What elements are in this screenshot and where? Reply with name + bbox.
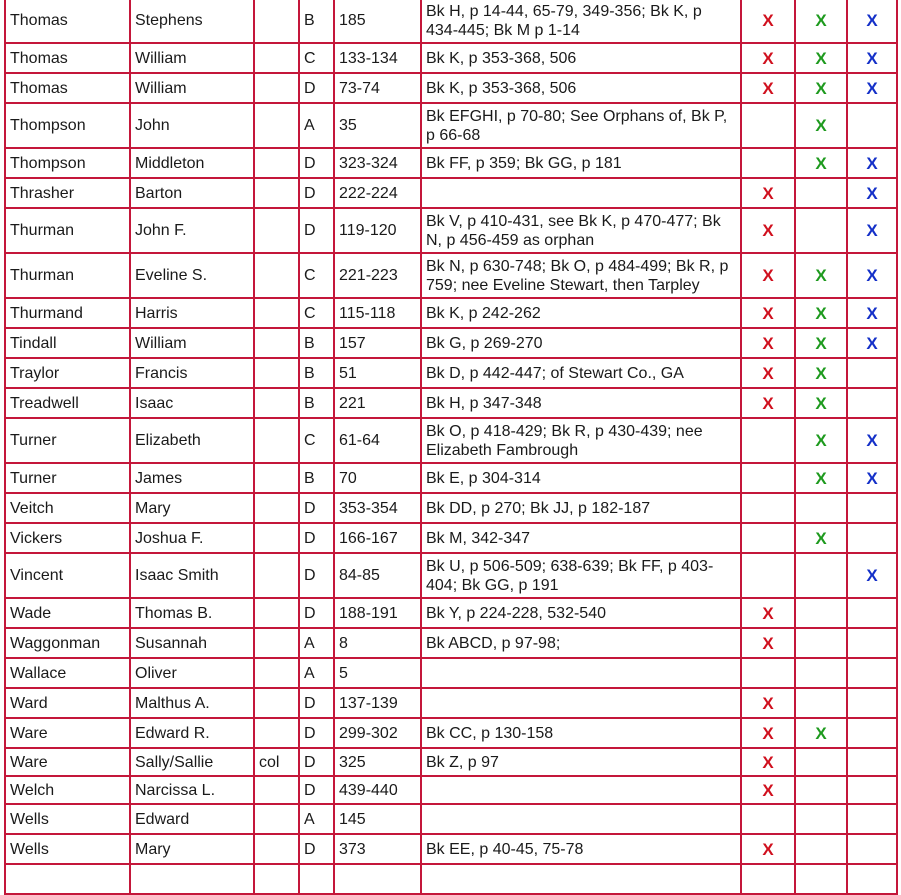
first-name-cell: John F. [130,208,254,253]
note-cell [254,776,299,804]
last-name-cell: Tindall [5,328,130,358]
category-cell: D [299,598,334,628]
first-name-cell: Barton [130,178,254,208]
last-name-cell: Turner [5,418,130,463]
mark-cell-2: X [795,148,847,178]
first-name-cell: Malthus A. [130,688,254,718]
note-cell [254,463,299,493]
category-cell: D [299,834,334,864]
mark-cell-1: X [741,388,795,418]
first-name-cell: Susannah [130,628,254,658]
last-name-cell: Wells [5,834,130,864]
note-cell [254,388,299,418]
mark-cell-3: X [847,463,897,493]
last-name-cell: Thrasher [5,178,130,208]
first-name-cell: Oliver [130,658,254,688]
category-cell: B [299,358,334,388]
mark-cell-1: X [741,688,795,718]
note-cell [254,493,299,523]
first-name-cell: Mary [130,493,254,523]
last-name-cell: Thomas [5,73,130,103]
mark-cell-1: X [741,178,795,208]
mark-cell-2: X [795,253,847,298]
first-name-cell: Isaac Smith [130,553,254,598]
mark-cell-3: X [847,418,897,463]
reference-cell: Bk K, p 242-262 [421,298,741,328]
mark-cell-1: X [741,776,795,804]
note-cell [254,0,299,43]
table-row [5,628,897,658]
table-row [5,523,897,553]
last-name-cell: Wallace [5,658,130,688]
category-cell: D [299,523,334,553]
records-table [4,0,898,895]
last-name-cell: Thompson [5,148,130,178]
last-name-cell: Ward [5,688,130,718]
reference-cell [421,864,741,894]
mark-cell-2 [795,804,847,834]
mark-cell-2: X [795,718,847,748]
mark-cell-2: X [795,388,847,418]
table-row [5,776,897,804]
category-cell: A [299,658,334,688]
mark-cell-3 [847,776,897,804]
category-cell: A [299,804,334,834]
table-row [5,598,897,628]
last-name-cell: Veitch [5,493,130,523]
table-row [5,0,897,43]
table-row [5,688,897,718]
category-cell: C [299,298,334,328]
note-cell [254,834,299,864]
mark-cell-2 [795,688,847,718]
category-cell: D [299,776,334,804]
mark-cell-2 [795,864,847,894]
pages-cell: 61-64 [334,418,421,463]
mark-cell-1 [741,553,795,598]
pages-cell: 373 [334,834,421,864]
last-name-cell: Traylor [5,358,130,388]
category-cell: C [299,418,334,463]
reference-cell: Bk G, p 269-270 [421,328,741,358]
mark-cell-2: X [795,0,847,43]
category-cell: C [299,43,334,73]
mark-cell-2: X [795,73,847,103]
mark-cell-2 [795,208,847,253]
mark-cell-3: X [847,178,897,208]
pages-cell: 8 [334,628,421,658]
note-cell [254,553,299,598]
table-row [5,208,897,253]
pages-cell: 51 [334,358,421,388]
pages-cell: 439-440 [334,776,421,804]
mark-cell-3 [847,658,897,688]
reference-cell: Bk N, p 630-748; Bk O, p 484-499; Bk R, p 759; nee Eveline Stewart, then Tarpley [421,253,741,298]
pages-cell [334,864,421,894]
table-row [5,103,897,148]
mark-cell-1 [741,148,795,178]
mark-cell-3: X [847,148,897,178]
table-row [5,463,897,493]
last-name-cell: Welch [5,776,130,804]
note-cell [254,208,299,253]
reference-cell: Bk Z, p 97 [421,748,741,776]
reference-cell: Bk D, p 442-447; of Stewart Co., GA [421,358,741,388]
mark-cell-1: X [741,328,795,358]
mark-cell-3 [847,804,897,834]
mark-cell-1: X [741,628,795,658]
table-row [5,718,897,748]
mark-cell-2 [795,493,847,523]
mark-cell-3 [847,358,897,388]
mark-cell-2: X [795,103,847,148]
reference-cell: Bk DD, p 270; Bk JJ, p 182-187 [421,493,741,523]
mark-cell-1 [741,804,795,834]
mark-cell-1: X [741,43,795,73]
mark-cell-3 [847,388,897,418]
reference-cell [421,658,741,688]
reference-cell: Bk EFGHI, p 70-80; See Orphans of, Bk P, p 66-68 [421,103,741,148]
first-name-cell: Narcissa L. [130,776,254,804]
table-row [5,178,897,208]
mark-cell-1: X [741,358,795,388]
category-cell: D [299,493,334,523]
note-cell [254,718,299,748]
mark-cell-2: X [795,358,847,388]
pages-cell: 70 [334,463,421,493]
mark-cell-2 [795,598,847,628]
note-cell [254,328,299,358]
mark-cell-1: X [741,0,795,43]
mark-cell-1: X [741,208,795,253]
reference-cell [421,804,741,834]
last-name-cell [5,864,130,894]
mark-cell-3 [847,628,897,658]
table-row [5,43,897,73]
pages-cell: 115-118 [334,298,421,328]
pages-cell: 222-224 [334,178,421,208]
pages-cell: 185 [334,0,421,43]
mark-cell-1: X [741,598,795,628]
category-cell: D [299,718,334,748]
first-name-cell: William [130,73,254,103]
reference-cell [421,776,741,804]
reference-cell: Bk CC, p 130-158 [421,718,741,748]
reference-cell: Bk FF, p 359; Bk GG, p 181 [421,148,741,178]
table-row [5,748,897,776]
mark-cell-2 [795,628,847,658]
mark-cell-3: X [847,553,897,598]
note-cell [254,598,299,628]
mark-cell-2: X [795,43,847,73]
mark-cell-2: X [795,463,847,493]
reference-cell [421,178,741,208]
first-name-cell [130,864,254,894]
mark-cell-2: X [795,298,847,328]
table-row [5,658,897,688]
category-cell: A [299,103,334,148]
table-row [5,388,897,418]
first-name-cell: Edward R. [130,718,254,748]
note-cell [254,103,299,148]
note-cell [254,43,299,73]
table-row [5,73,897,103]
mark-cell-1: X [741,253,795,298]
table-row [5,834,897,864]
category-cell [299,864,334,894]
first-name-cell: Isaac [130,388,254,418]
mark-cell-1: X [741,834,795,864]
table-row [5,864,897,894]
category-cell: D [299,178,334,208]
reference-cell: Bk V, p 410-431, see Bk K, p 470-477; Bk N, p 456-459 as orphan [421,208,741,253]
reference-cell: Bk Y, p 224-228, 532-540 [421,598,741,628]
reference-cell: Bk K, p 353-368, 506 [421,43,741,73]
mark-cell-1: X [741,718,795,748]
category-cell: A [299,628,334,658]
first-name-cell: Francis [130,358,254,388]
mark-cell-2 [795,834,847,864]
table-row [5,358,897,388]
table-row [5,804,897,834]
table-row [5,418,897,463]
reference-cell: Bk EE, p 40-45, 75-78 [421,834,741,864]
category-cell: B [299,0,334,43]
mark-cell-3 [847,598,897,628]
mark-cell-3: X [847,0,897,43]
note-cell [254,523,299,553]
category-cell: D [299,208,334,253]
category-cell: C [299,253,334,298]
pages-cell: 299-302 [334,718,421,748]
mark-cell-3 [847,748,897,776]
first-name-cell: William [130,43,254,73]
table-row [5,493,897,523]
mark-cell-1 [741,418,795,463]
pages-cell: 166-167 [334,523,421,553]
last-name-cell: Thomas [5,0,130,43]
first-name-cell: John [130,103,254,148]
mark-cell-1 [741,658,795,688]
mark-cell-1: X [741,73,795,103]
mark-cell-3: X [847,208,897,253]
category-cell: D [299,748,334,776]
pages-cell: 145 [334,804,421,834]
mark-cell-3: X [847,328,897,358]
reference-cell: Bk U, p 506-509; 638-639; Bk FF, p 403-404; Bk GG, p 191 [421,553,741,598]
mark-cell-1: X [741,298,795,328]
last-name-cell: Wade [5,598,130,628]
first-name-cell: Eveline S. [130,253,254,298]
last-name-cell: Thurmand [5,298,130,328]
note-cell [254,73,299,103]
last-name-cell: Thomas [5,43,130,73]
mark-cell-3: X [847,298,897,328]
mark-cell-2 [795,748,847,776]
pages-cell: 221-223 [334,253,421,298]
mark-cell-3: X [847,73,897,103]
first-name-cell: Joshua F. [130,523,254,553]
mark-cell-2: X [795,523,847,553]
first-name-cell: William [130,328,254,358]
mark-cell-1 [741,493,795,523]
note-cell [254,804,299,834]
first-name-cell: Sally/Sallie [130,748,254,776]
note-cell [254,178,299,208]
first-name-cell: Harris [130,298,254,328]
reference-cell: Bk H, p 14-44, 65-79, 349-356; Bk K, p 434-445; Bk M p 1-14 [421,0,741,43]
mark-cell-3 [847,688,897,718]
pages-cell: 35 [334,103,421,148]
mark-cell-1 [741,103,795,148]
mark-cell-3: X [847,43,897,73]
pages-cell: 325 [334,748,421,776]
table-row [5,328,897,358]
pages-cell: 133-134 [334,43,421,73]
last-name-cell: Waggonman [5,628,130,658]
pages-cell: 5 [334,658,421,688]
note-cell [254,418,299,463]
first-name-cell: Edward [130,804,254,834]
last-name-cell: Ware [5,748,130,776]
note-cell [254,253,299,298]
pages-cell: 188-191 [334,598,421,628]
last-name-cell: Vincent [5,553,130,598]
note-cell [254,628,299,658]
mark-cell-3: X [847,253,897,298]
first-name-cell: Middleton [130,148,254,178]
table-row [5,253,897,298]
reference-cell: Bk K, p 353-368, 506 [421,73,741,103]
category-cell: D [299,73,334,103]
table-row [5,298,897,328]
mark-cell-2: X [795,328,847,358]
first-name-cell: Elizabeth [130,418,254,463]
mark-cell-2 [795,553,847,598]
last-name-cell: Thurman [5,208,130,253]
pages-cell: 73-74 [334,73,421,103]
reference-cell: Bk O, p 418-429; Bk R, p 430-439; nee Elizabeth Fambrough [421,418,741,463]
category-cell: D [299,553,334,598]
mark-cell-1 [741,463,795,493]
last-name-cell: Vickers [5,523,130,553]
mark-cell-2 [795,658,847,688]
last-name-cell: Thompson [5,103,130,148]
mark-cell-3 [847,718,897,748]
last-name-cell: Turner [5,463,130,493]
note-cell [254,358,299,388]
mark-cell-3 [847,103,897,148]
category-cell: D [299,148,334,178]
mark-cell-2 [795,178,847,208]
note-cell [254,148,299,178]
reference-cell: Bk M, 342-347 [421,523,741,553]
reference-cell: Bk E, p 304-314 [421,463,741,493]
pages-cell: 157 [334,328,421,358]
first-name-cell: Mary [130,834,254,864]
last-name-cell: Treadwell [5,388,130,418]
table-row [5,553,897,598]
mark-cell-3 [847,523,897,553]
records-body [5,0,897,894]
last-name-cell: Ware [5,718,130,748]
category-cell: D [299,688,334,718]
pages-cell: 137-139 [334,688,421,718]
reference-cell: Bk H, p 347-348 [421,388,741,418]
mark-cell-3 [847,493,897,523]
note-cell: col [254,748,299,776]
first-name-cell: Thomas B. [130,598,254,628]
mark-cell-2 [795,776,847,804]
last-name-cell: Wells [5,804,130,834]
category-cell: B [299,388,334,418]
category-cell: B [299,328,334,358]
first-name-cell: James [130,463,254,493]
last-name-cell: Thurman [5,253,130,298]
first-name-cell: Stephens [130,0,254,43]
category-cell: B [299,463,334,493]
mark-cell-2: X [795,418,847,463]
mark-cell-1: X [741,748,795,776]
note-cell [254,688,299,718]
note-cell [254,298,299,328]
mark-cell-3 [847,834,897,864]
note-cell [254,864,299,894]
pages-cell: 353-354 [334,493,421,523]
pages-cell: 84-85 [334,553,421,598]
mark-cell-1 [741,864,795,894]
reference-cell: Bk ABCD, p 97-98; [421,628,741,658]
table-row [5,148,897,178]
reference-cell [421,688,741,718]
pages-cell: 119-120 [334,208,421,253]
pages-cell: 323-324 [334,148,421,178]
mark-cell-1 [741,523,795,553]
pages-cell: 221 [334,388,421,418]
note-cell [254,658,299,688]
mark-cell-3 [847,864,897,894]
